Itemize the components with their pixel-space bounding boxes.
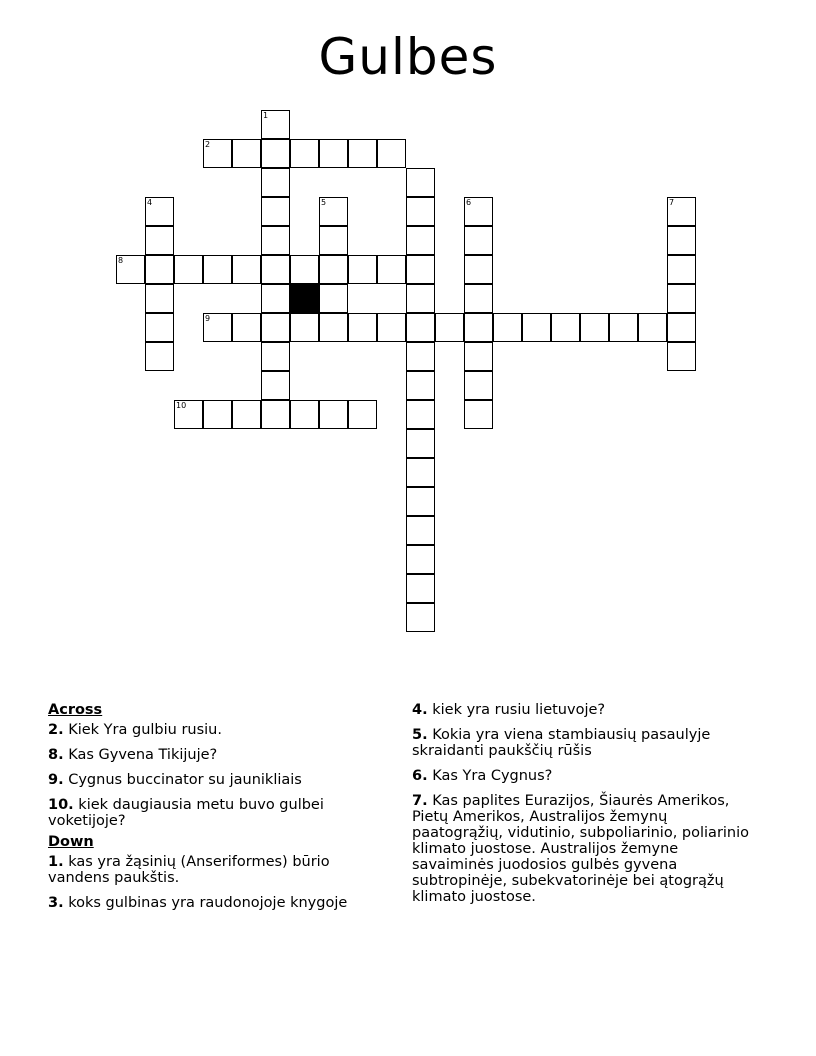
grid-cell[interactable] xyxy=(174,400,203,429)
grid-cell[interactable] xyxy=(464,255,493,284)
grid-cell[interactable] xyxy=(290,313,319,342)
grid-cell[interactable] xyxy=(406,284,435,313)
grid-cell[interactable] xyxy=(406,545,435,574)
cell-number: 6 xyxy=(466,198,472,207)
grid-cell[interactable] xyxy=(667,313,696,342)
grid-cell[interactable] xyxy=(522,313,551,342)
clues-left-column xyxy=(48,702,378,920)
grid-cell[interactable] xyxy=(348,255,377,284)
grid-cell[interactable] xyxy=(290,400,319,429)
down-heading: Down xyxy=(48,834,94,850)
cell-number: 1 xyxy=(263,111,269,120)
grid-cell[interactable] xyxy=(145,313,174,342)
grid-cell[interactable] xyxy=(667,226,696,255)
grid-cell[interactable] xyxy=(406,313,435,342)
down-clue xyxy=(412,768,752,784)
clue-number: 10. xyxy=(48,797,74,813)
clue-number: 8. xyxy=(48,747,64,763)
down-clue xyxy=(48,854,378,886)
grid-cell[interactable] xyxy=(232,139,261,168)
clues-right-column xyxy=(412,702,752,914)
grid-cell[interactable] xyxy=(464,313,493,342)
cell-number: 5 xyxy=(321,198,327,207)
grid-cell[interactable] xyxy=(290,139,319,168)
grid-cell[interactable] xyxy=(348,313,377,342)
grid-cell[interactable] xyxy=(406,429,435,458)
grid-cell[interactable] xyxy=(464,342,493,371)
grid-cell[interactable] xyxy=(406,516,435,545)
clue-number: 4. xyxy=(412,702,428,718)
grid-cell[interactable] xyxy=(667,255,696,284)
grid-cell[interactable] xyxy=(406,371,435,400)
clue-text: kiek daugiausia metu buvo gulbei voketijoje? xyxy=(48,797,324,829)
grid-cell[interactable] xyxy=(319,400,348,429)
grid-cell[interactable] xyxy=(261,226,290,255)
cell-number: 2 xyxy=(205,140,211,149)
cell-number: 10 xyxy=(176,401,187,410)
cell-number: 9 xyxy=(205,314,211,323)
clue-text: Kokia yra viena stambiausių pasaulyje skraidanti paukščių rūšis xyxy=(412,727,711,759)
clue-number: 6. xyxy=(412,768,428,784)
grid-cell[interactable] xyxy=(406,342,435,371)
grid-cell[interactable] xyxy=(406,458,435,487)
down-clue xyxy=(412,702,752,718)
grid-cell[interactable] xyxy=(116,255,145,284)
grid-cell[interactable] xyxy=(406,574,435,603)
grid-cell[interactable] xyxy=(464,197,493,226)
grid-cell[interactable] xyxy=(464,400,493,429)
grid-cell[interactable] xyxy=(580,313,609,342)
grid-cell[interactable] xyxy=(319,197,348,226)
grid-cell[interactable] xyxy=(145,255,174,284)
grid-cell[interactable] xyxy=(464,226,493,255)
across-heading: Across xyxy=(48,702,103,718)
grid-cell[interactable] xyxy=(232,255,261,284)
grid-cell[interactable] xyxy=(145,197,174,226)
grid-cell[interactable] xyxy=(203,255,232,284)
grid-cell[interactable] xyxy=(319,226,348,255)
grid-cell[interactable] xyxy=(406,487,435,516)
black-square xyxy=(290,284,319,313)
grid-cell[interactable] xyxy=(261,197,290,226)
grid-cell[interactable] xyxy=(145,284,174,313)
grid-cell[interactable] xyxy=(406,197,435,226)
grid-cell[interactable] xyxy=(261,342,290,371)
grid-cell[interactable] xyxy=(638,313,667,342)
grid-cell[interactable] xyxy=(348,400,377,429)
clue-number: 5. xyxy=(412,727,428,743)
grid-cell[interactable] xyxy=(406,255,435,284)
grid-cell[interactable] xyxy=(261,139,290,168)
clue-number: 1. xyxy=(48,854,64,870)
grid-cell[interactable] xyxy=(232,313,261,342)
grid-cell[interactable] xyxy=(261,255,290,284)
grid-cell[interactable] xyxy=(203,139,232,168)
grid-cell[interactable] xyxy=(319,139,348,168)
clue-number: 7. xyxy=(412,793,428,809)
grid-cell[interactable] xyxy=(609,313,638,342)
across-clue xyxy=(48,772,378,788)
puzzle-title: Gulbes xyxy=(318,28,498,86)
grid-cell[interactable] xyxy=(174,255,203,284)
clue-text: kas yra žąsinių (Anseriformes) būrio vandens paukštis. xyxy=(48,854,330,886)
grid-cell[interactable] xyxy=(406,400,435,429)
cell-number: 7 xyxy=(669,198,675,207)
grid-cell[interactable] xyxy=(261,110,290,139)
grid-cell[interactable] xyxy=(464,371,493,400)
grid-cell[interactable] xyxy=(261,313,290,342)
across-clue xyxy=(48,747,378,763)
grid-cell[interactable] xyxy=(667,197,696,226)
grid-cell[interactable] xyxy=(551,313,580,342)
grid-cell[interactable] xyxy=(290,255,319,284)
clue-number: 9. xyxy=(48,772,64,788)
grid-cell[interactable] xyxy=(406,603,435,632)
grid-cell[interactable] xyxy=(493,313,522,342)
grid-cell[interactable] xyxy=(261,168,290,197)
grid-cell[interactable] xyxy=(435,313,464,342)
grid-cell[interactable] xyxy=(377,139,406,168)
grid-cell[interactable] xyxy=(377,255,406,284)
clue-text: Kiek Yra gulbiu rusiu. xyxy=(68,722,222,738)
down-clue xyxy=(48,895,378,911)
down-clue xyxy=(412,727,752,759)
clue-text: Kas Yra Cygnus? xyxy=(432,768,553,784)
down-clue xyxy=(412,793,752,905)
grid-cell[interactable] xyxy=(203,313,232,342)
grid-cell[interactable] xyxy=(667,284,696,313)
grid-cell[interactable] xyxy=(319,255,348,284)
clue-number: 2. xyxy=(48,722,64,738)
grid-cell[interactable] xyxy=(464,284,493,313)
grid-cell[interactable] xyxy=(348,139,377,168)
clue-number: 3. xyxy=(48,895,64,911)
grid-cell[interactable] xyxy=(203,400,232,429)
across-clue xyxy=(48,722,378,738)
grid-cell[interactable] xyxy=(232,400,261,429)
grid-cell[interactable] xyxy=(667,342,696,371)
grid-cell[interactable] xyxy=(377,313,406,342)
grid-cell[interactable] xyxy=(319,284,348,313)
cell-number: 4 xyxy=(147,198,153,207)
across-clue xyxy=(48,797,378,829)
clue-text: Kas paplites Eurazijos, Šiaurės Amerikos, Pietų Amerikos, Australijos žemynų paatogrąžių, vidutinio, subpoliarinio, poliarinio klimato juostose. Australijos žemyne savaiminės juodosios gulbės gyvena subtropinėje, subekvatorinėje bei ątogrąžų klimato juostose. xyxy=(412,793,750,905)
grid-cell[interactable] xyxy=(406,168,435,197)
clue-text: Kas Gyvena Tikijuje? xyxy=(68,747,218,763)
grid-cell[interactable] xyxy=(261,371,290,400)
grid-cell[interactable] xyxy=(261,284,290,313)
grid-cell[interactable] xyxy=(406,226,435,255)
grid-cell[interactable] xyxy=(319,313,348,342)
clue-text: Cygnus buccinator su jaunikliais xyxy=(68,772,302,788)
grid-cell[interactable] xyxy=(261,400,290,429)
clue-text: kiek yra rusiu lietuvoje? xyxy=(432,702,606,718)
clue-text: koks gulbinas yra raudonojoje knygoje xyxy=(68,895,348,911)
grid-cell[interactable] xyxy=(145,226,174,255)
cell-number: 8 xyxy=(118,256,124,265)
grid-cell[interactable] xyxy=(145,342,174,371)
